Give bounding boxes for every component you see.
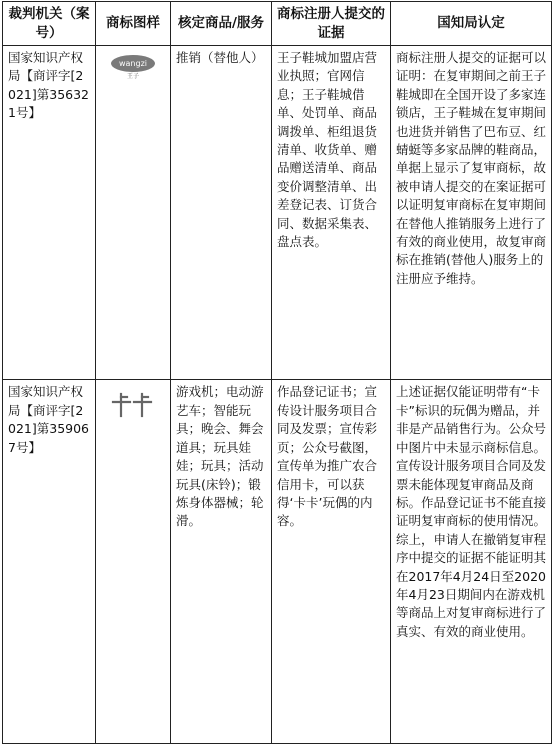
header-goods: 核定商品/服务 [171, 2, 272, 46]
table-row [3, 380, 552, 744]
header-finding: 国知局认定 [391, 2, 552, 46]
evidence-cell: 王子鞋城加盟店营业执照；官网信息；王子鞋城借单、处罚单、商品调拨单、柜组退货清单、收货单、赠品赠送清单、商品变价调整清单、出差登记表、订货合同、数据采集表、盘点表。 [272, 46, 391, 380]
trademark-cell [96, 380, 171, 744]
finding-cell: 上述证据仅能证明带有“卡卡”标识的玩偶为赠品，并非是产品销售行为。公众号中图片中未显示商标信息。宣传设计服务项目合同及发票未能体现复审商品及商标。作品登记证书不能直接证明复审商标的使用情况。综上，申请人在撤销复审程序中提交的证据不能证明其在2017年4月24日至2020年4月23日期间内在游戏机等商品上对复审商标进行了真实、有效的商业使用。 [391, 380, 552, 744]
evidence-cell: 作品登记证书；宣传设计服务项目合同及发票；宣传彩页；公众号截图，宣传单为推广农合信用卡，可以获得‘卡卡’玩偶的内容。 [272, 380, 391, 744]
header-authority: 裁判机关（案号） [3, 2, 96, 46]
table-row [3, 46, 552, 380]
goods-cell: 推销（替他人） [171, 46, 272, 380]
finding-cell: 商标注册人提交的证据可以证明：在复审期间之前王子鞋城即在全国开设了多家连锁店，王子鞋城在复审期间也进货并销售了巴布豆、红蜻蜓等多家品牌的鞋商品，单据上显示了复审商标，故被申请人提交的在案证据可以证明复审商标在复审期间在替他人推销服务上进行了有效的商业使用，故复审商标在推销(替他人)服务上的注册应予维持。 [391, 46, 552, 380]
header-trademark: 商标图样 [96, 2, 171, 46]
header-evidence: 商标注册人提交的证据 [272, 2, 391, 46]
evidence-table [2, 1, 552, 744]
header-row [3, 2, 552, 46]
authority-cell: 国家知识产权局【商评字[2021]第359067号】 [3, 380, 96, 744]
kaka-logo [111, 391, 155, 419]
wangzi-logo [108, 55, 158, 85]
kaka-logo-glyphs [111, 391, 155, 419]
wangzi-logo-subtext: 王子 [126, 73, 139, 80]
authority-cell: 国家知识产权局【商评字[2021]第356321号】 [3, 46, 96, 380]
goods-cell: 游戏机；电动游艺车；智能玩具；晚会、舞会道具；玩具娃娃；玩具；活动玩具(床铃)；锻炼身体器械；轮滑。 [171, 380, 272, 744]
wangzi-logo-text: wangzi [111, 55, 155, 72]
trademark-cell [96, 46, 171, 380]
